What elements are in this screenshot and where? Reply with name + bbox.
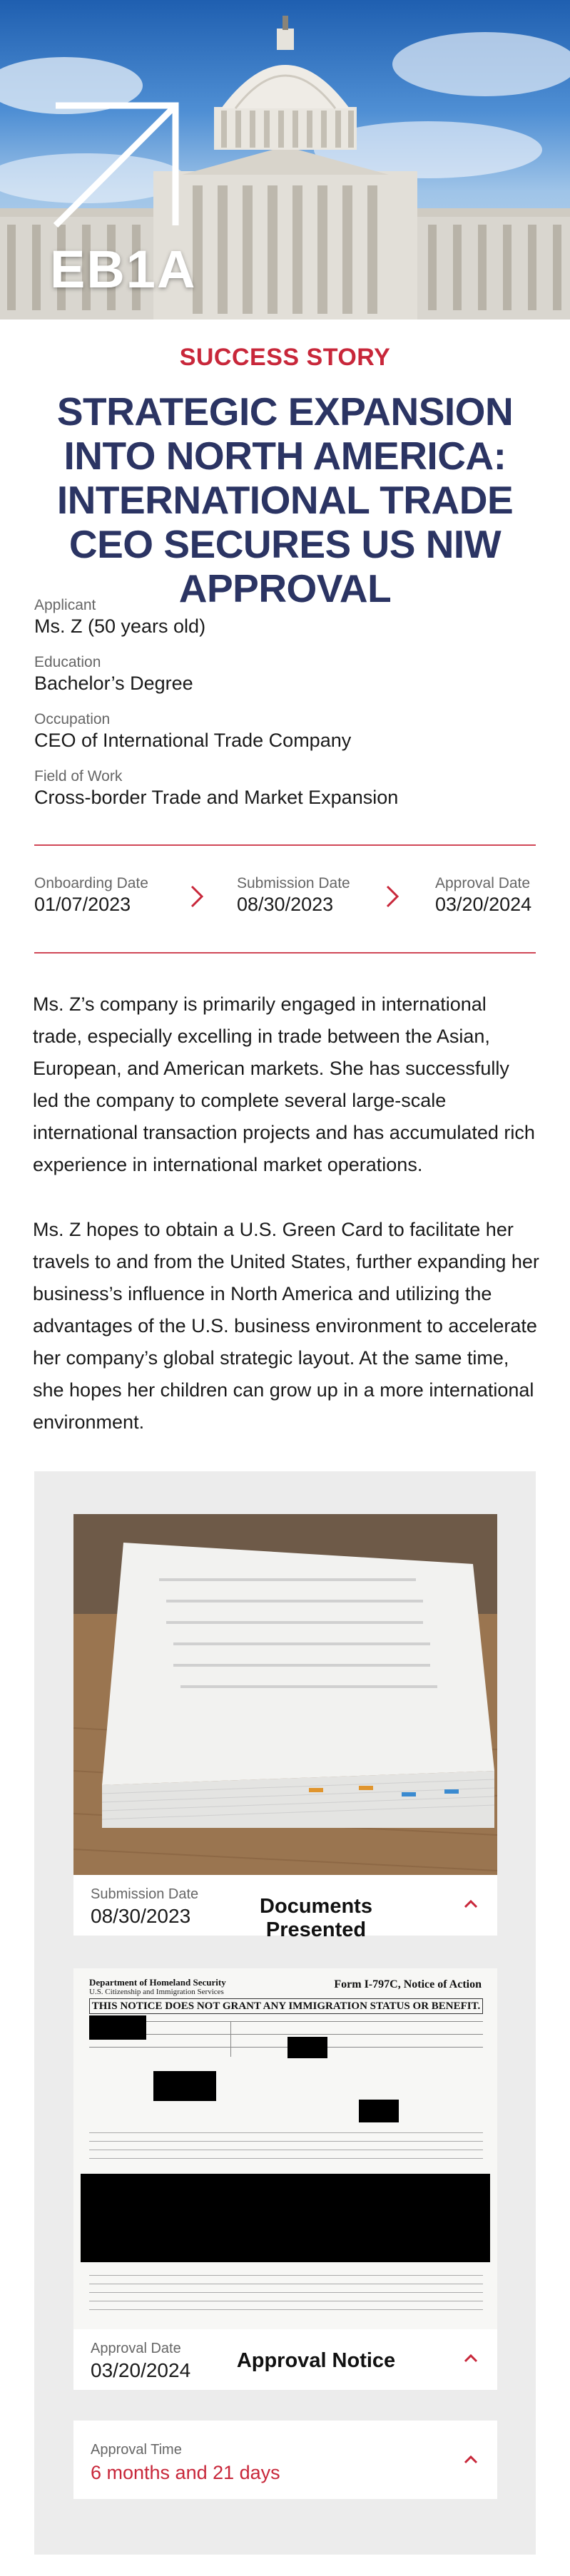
redaction <box>89 2015 146 2040</box>
approval-notice-card[interactable] <box>73 2329 497 2390</box>
doc-rule <box>89 2141 483 2142</box>
story-paragraph: Ms. Z’s company is primarily engaged in international trade, especially excelling in trade between the Asian, European, and American markets. She has successfully led the company to complete several large-scale international transaction projects and has accumulated rich experience in international market operations. <box>33 993 535 1175</box>
chevron-right-icon <box>383 884 402 909</box>
timeline-value: 03/20/2024 <box>435 894 532 915</box>
case-timeline <box>34 874 536 924</box>
doc-rule <box>89 2292 483 2293</box>
doc-rule <box>89 2132 483 2133</box>
redaction <box>287 2037 327 2058</box>
chevron-up-icon[interactable] <box>460 1895 482 1913</box>
timeline-submission <box>237 874 350 916</box>
card-date-label: Approval Date <box>91 2341 181 2356</box>
doc-rule <box>230 2021 231 2057</box>
card-date-value: 03/20/2024 <box>91 2359 191 2381</box>
chevron-up-icon[interactable] <box>460 2349 482 2368</box>
chevron-up-icon[interactable] <box>460 2450 482 2469</box>
timeline-label: Submission Date <box>237 875 350 891</box>
redaction <box>153 2071 216 2101</box>
redaction <box>359 2100 399 2122</box>
divider <box>34 952 536 954</box>
timeline-value: 08/30/2023 <box>237 894 334 915</box>
info-value: Cross-border Trade and Market Expansion <box>34 787 399 808</box>
applicant-info <box>34 596 534 824</box>
documents-card[interactable] <box>73 1875 497 1941</box>
doc-sub-agency: U.S. Citizenship and Immigration Services <box>89 1988 224 1996</box>
redaction <box>81 2174 490 2262</box>
chevron-right-icon <box>188 884 206 909</box>
documents-photo <box>73 1514 497 1875</box>
doc-rule <box>89 2275 483 2276</box>
info-label: Education <box>34 654 101 670</box>
approval-notice-image <box>73 1968 497 2329</box>
brand-logo: EB1A <box>50 240 197 299</box>
info-value: CEO of International Trade Company <box>34 730 352 751</box>
doc-rule <box>89 2047 483 2048</box>
info-value: Ms. Z (50 years old) <box>34 615 206 637</box>
doc-rule <box>89 2158 483 2159</box>
doc-rule <box>89 2021 483 2022</box>
timeline-label: Approval Date <box>435 875 531 891</box>
doc-notice-banner: THIS NOTICE DOES NOT GRANT ANY IMMIGRATION STATUS OR BENEFIT. <box>89 1998 483 2014</box>
card-date-label: Submission Date <box>91 1886 199 1902</box>
info-occupation <box>34 710 534 767</box>
divider <box>34 844 536 846</box>
timeline-approval <box>435 874 531 916</box>
card-title: Documents Presented <box>260 1895 372 1941</box>
info-label: Applicant <box>34 597 96 613</box>
approval-time-value: 6 months and 21 days <box>91 2462 280 2483</box>
doc-form-title: Form I-797C, Notice of Action <box>334 1978 482 1990</box>
info-value: Bachelor’s Degree <box>34 673 193 694</box>
hero-banner <box>0 0 570 320</box>
story-paragraph: Ms. Z hopes to obtain a U.S. Green Card to facilitate her travels to and from the United States, further expanding her business’s influence in North America and utilizing the advantages of the U.S. business environment to accelerate her company’s global strategic layout. At the same time, she hopes her children can grow up in a more international environment. <box>33 1219 539 1433</box>
info-applicant <box>34 596 534 653</box>
doc-rule <box>89 2034 483 2035</box>
info-label: Field of Work <box>34 768 123 784</box>
timeline-label: Onboarding Date <box>34 875 148 891</box>
info-label: Occupation <box>34 711 111 727</box>
story-kicker: SUCCESS STORY <box>179 344 391 371</box>
approval-time-card[interactable] <box>73 2421 497 2499</box>
card-title: Approval Notice <box>236 2349 396 2372</box>
doc-rule <box>89 2309 483 2310</box>
info-field-of-work <box>34 767 534 824</box>
info-education <box>34 653 534 710</box>
approval-time-label: Approval Time <box>91 2442 182 2458</box>
timeline-value: 01/07/2023 <box>34 894 131 915</box>
doc-agency: Department of Homeland Security <box>89 1977 226 1988</box>
story-title: STRATEGIC EXPANSION INTO NORTH AMERICA: INTERNATIONAL TRADE CEO SECURES US NIW APPROVAL <box>56 389 514 610</box>
timeline-onboarding <box>34 874 148 916</box>
card-date-value: 08/30/2023 <box>91 1905 191 1927</box>
